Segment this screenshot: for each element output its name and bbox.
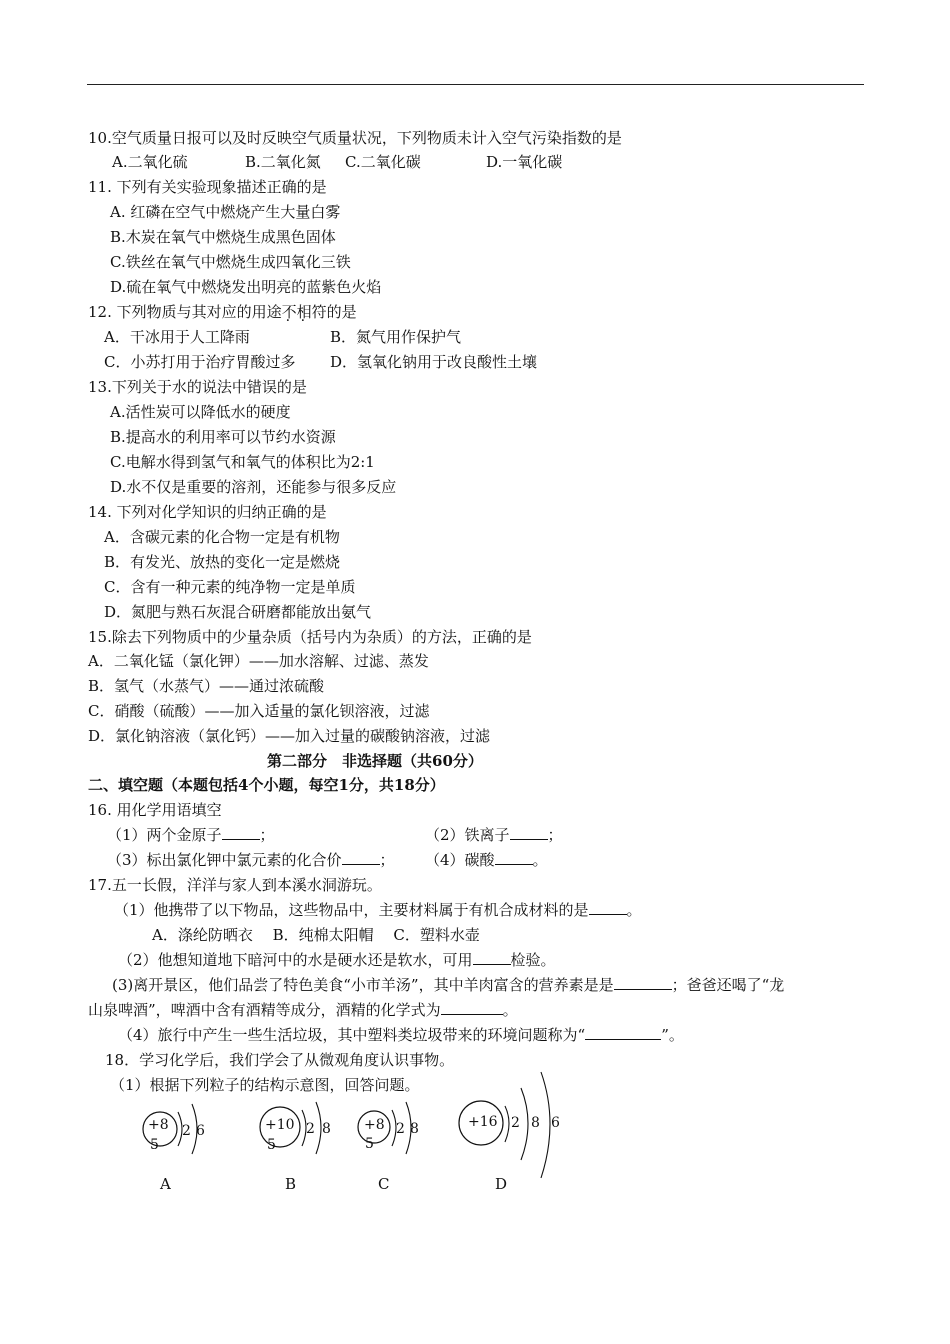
- q14-option-d: D．氮肥与熟石灰混合研磨都能放出氨气: [104, 603, 372, 621]
- q17-part4: [118, 1025, 684, 1045]
- q16-part2-end: ；: [547, 826, 563, 844]
- atom-d-label: D: [495, 1175, 508, 1193]
- q15-option-c: C．硝酸（硫酸）——加入适量的氯化钡溶液，过滤: [88, 702, 430, 720]
- q11-option-b: B.木炭在氧气中燃烧生成黑色固体: [110, 228, 336, 246]
- q15-stem: 15.除去下列物质中的少量杂质（括号内为杂质）的方法，正确的是: [88, 628, 532, 646]
- q11-option-c: C.铁丝在氧气中燃烧生成四氧化三铁: [110, 253, 351, 271]
- q13-option-c: C.电解水得到氢气和氧气的体积比为2:1: [110, 453, 375, 471]
- q16-stem: 16. 用化学用语填空: [88, 801, 222, 819]
- q13-option-a: A.活性炭可以降低水的硬度: [110, 403, 291, 421]
- atom-c-shell-2: 8: [410, 1121, 419, 1137]
- q16-answer-blank-4[interactable]: [495, 850, 533, 865]
- q12-stem-pre: 12. 下列物质与其对应的用途: [88, 303, 282, 321]
- q14-stem: 14. 下列对化学知识的归纳正确的是: [88, 503, 327, 521]
- q16-answer-blank-2[interactable]: [510, 825, 548, 840]
- q16-part4: [425, 850, 548, 870]
- q13-option-b: B.提高水的利用率可以节约水资源: [110, 428, 336, 446]
- q14-option-a: A．含碳元素的化合物一定是有机物: [104, 528, 340, 546]
- q17-part2-end: 检验。: [510, 951, 556, 969]
- atom-b-sub: 5: [267, 1137, 276, 1153]
- q16-part3-text: （3）标出氯化钾中氯元素的化合价: [107, 851, 342, 869]
- q18-part1: （1）根据下列粒子的结构示意图，回答问题。: [110, 1076, 420, 1094]
- q17-stem: 17.五一长假，洋洋与家人到本溪水洞游玩。: [88, 876, 382, 894]
- atom-diagram-b: [258, 1100, 348, 1166]
- atom-c-label: C: [378, 1175, 390, 1193]
- q17-part4-text: （4）旅行中产生一些生活垃圾，其中塑料类垃圾带来的环境问题称为“: [118, 1026, 586, 1044]
- q17-part3-line1: [112, 975, 784, 995]
- atom-a-nucleus: +8: [148, 1117, 169, 1133]
- q16-part3-end: ；: [379, 851, 395, 869]
- atom-d-shell-1: 2: [511, 1115, 520, 1131]
- q16-part2-text: （2）铁离子: [425, 826, 510, 844]
- q17-answer-blank-1[interactable]: [589, 900, 627, 915]
- q16-part1: [107, 825, 275, 845]
- q17-part3-text-b: ；爸爸还喝了“龙: [671, 976, 785, 994]
- q14-option-c: C．含有一种元素的纯净物一定是单质: [104, 578, 356, 596]
- q12-option-a: A．干冰用于人工降雨: [104, 328, 250, 346]
- part2-heading: 第二部分 非选择题（共60分）: [267, 752, 483, 770]
- q16-part4-text: （4）碳酸: [425, 851, 495, 869]
- atom-d-shell-2: 8: [531, 1115, 540, 1131]
- q17-answer-blank-3[interactable]: [614, 975, 672, 990]
- atom-c-shell-1: 2: [396, 1121, 405, 1137]
- q14-option-b: B．有发光、放热的变化一定是燃烧: [104, 553, 341, 571]
- q15-option-d: D．氯化钠溶液（氯化钙）——加入过量的碳酸钠溶液，过滤: [88, 727, 491, 745]
- atom-a-shell-2: 6: [196, 1123, 205, 1139]
- q17-part1-end: 。: [626, 901, 642, 919]
- q17-answer-blank-5[interactable]: [585, 1025, 661, 1040]
- atom-c-sub: 5: [365, 1136, 374, 1152]
- q12-stem: [88, 302, 357, 322]
- atom-d-nucleus: +16: [468, 1114, 498, 1130]
- atom-b-nucleus: +10: [265, 1117, 295, 1133]
- q17-answer-blank-2[interactable]: [473, 950, 511, 965]
- q12-emphasis-1: 不: [281, 303, 297, 321]
- atom-c-nucleus: +8: [364, 1117, 385, 1133]
- q17-part1-text: （1）他携带了以下物品，这些物品中，主要材料属于有机合成材料的是: [114, 901, 589, 919]
- atom-b-shell-2: 8: [322, 1121, 331, 1137]
- q10-stem: 10.空气质量日报可以及时反映空气质量状况，下列物质未计入空气污染指数的是: [88, 129, 622, 147]
- q10-option-d: D.一氧化碳: [486, 153, 563, 171]
- q12-option-b: B．氮气用作保护气: [330, 328, 462, 346]
- q10-option-a: A.二氧化硫: [112, 153, 188, 171]
- q11-option-a: A. 红磷在空气中燃烧产生大量白雾: [110, 203, 341, 221]
- q17-part2: [118, 950, 556, 970]
- q16-answer-blank-1[interactable]: [222, 825, 260, 840]
- q16-part3: [107, 850, 395, 870]
- q16-part2: [425, 825, 563, 845]
- q12-option-d: D．氢氧化钠用于改良酸性土壤: [330, 353, 538, 371]
- q13-option-d: D.水不仅是重要的溶剂，还能参与很多反应: [110, 478, 397, 496]
- q17-part3-text-a: (3)离开景区，他们品尝了特色美食“小市羊汤”，其中羊肉富含的营养素是是: [112, 976, 614, 994]
- q17-part3-line2: [88, 1000, 518, 1020]
- atom-b-shell-1: 2: [306, 1121, 315, 1137]
- q17-part2-text: （2）他想知道地下暗河中的水是硬水还是软水，可用: [118, 951, 473, 969]
- q16-part1-end: ；: [259, 826, 275, 844]
- q17-part3-end: 。: [502, 1001, 518, 1019]
- q17-part1: [114, 900, 642, 920]
- q16-part4-end: 。: [532, 851, 548, 869]
- q17-options: A．涤纶防晒衣 B．纯棉太阳帽 C．塑料水壶: [152, 926, 480, 944]
- atom-d-shell-3: 6: [551, 1115, 560, 1131]
- q15-option-a: A．二氧化锰（氯化钾）——加水溶解、过滤、蒸发: [88, 652, 429, 670]
- q16-answer-blank-3[interactable]: [342, 850, 380, 865]
- q16-part1-text: （1）两个金原子: [107, 826, 222, 844]
- q15-option-b: B．氢气（水蒸气）——通过浓硫酸: [88, 677, 325, 695]
- q12-stem-post: 符的是: [311, 303, 357, 321]
- section2-heading: 二、填空题（本题包括4个小题，每空1分，共18分）: [88, 776, 445, 794]
- q17-part3-text-c: 山泉啤酒”，啤酒中含有酒精等成分，酒精的化学式为: [88, 1001, 441, 1019]
- atom-diagram-a: [140, 1102, 220, 1166]
- q10-option-c: C.二氧化碳: [345, 153, 421, 171]
- atom-a-shell-1: 2: [182, 1123, 191, 1139]
- atom-a-sub: 5: [150, 1137, 159, 1153]
- q11-stem: 11. 下列有关实验现象描述正确的是: [88, 178, 327, 196]
- atom-diagram-c: [356, 1102, 436, 1166]
- q17-part4-end: ”。: [661, 1026, 684, 1044]
- q12-option-c: C．小苏打用于治疗胃酸过多: [104, 353, 296, 371]
- q10-option-b: B.二氧化氮: [245, 153, 321, 171]
- atom-b-label: B: [285, 1175, 297, 1193]
- atom-diagram-d: [455, 1072, 575, 1186]
- q11-option-d: D.硫在氧气中燃烧发出明亮的蓝紫色火焰: [110, 278, 382, 296]
- q18-stem: 18．学习化学后，我们学会了从微观角度认识事物。: [105, 1051, 455, 1069]
- q13-stem: 13.下列关于水的说法中错误的是: [88, 378, 307, 396]
- atom-a-label: A: [160, 1175, 171, 1193]
- q17-answer-blank-4[interactable]: [441, 1000, 503, 1015]
- header-rule: [87, 84, 864, 85]
- q12-emphasis-2: 相: [296, 303, 312, 321]
